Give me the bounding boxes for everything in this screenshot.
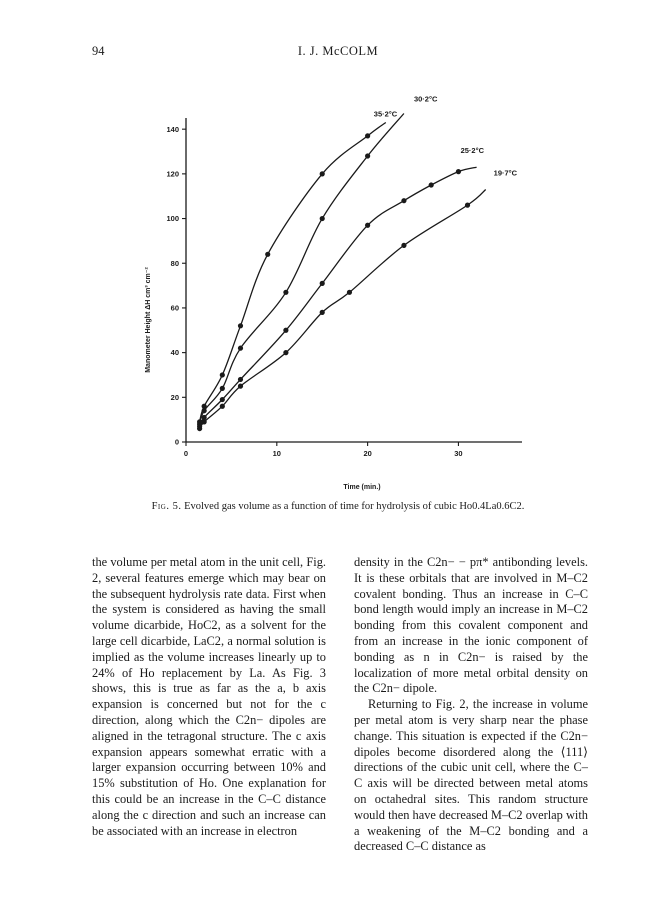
y-tick-label: 120	[166, 169, 179, 179]
data-point	[347, 290, 352, 295]
data-point	[220, 386, 225, 391]
x-axis-title: Time (min.)	[343, 484, 381, 491]
data-point	[401, 243, 406, 248]
figure-caption	[92, 501, 584, 512]
data-point	[197, 426, 202, 431]
x-tick-label: 20	[363, 449, 372, 458]
data-point	[265, 252, 270, 257]
caption-text: Evolved gas volume as a function of time for hydrolysis of cubic Ho0.4La0.6C2.	[184, 501, 525, 512]
y-tick-label: 80	[170, 258, 179, 268]
paragraph: Returning to Fig. 2, the increase in volume per metal atom is very sharp near the phase change. This situation is expected if the C2n− dipoles become disordered along the ⟨111⟩ directions of the cubic unit cell, where the C–C axis will be directed between metal atoms on octahedral sites. This random structure would then have decreased M–C2 overlap with a weakening of the M–C2 bonding and a decreased C–C distance as	[354, 697, 588, 854]
y-tick-label: 0	[174, 437, 179, 447]
data-point	[320, 310, 325, 315]
y-tick-label: 40	[170, 348, 179, 358]
data-point	[283, 290, 288, 295]
data-point	[465, 203, 470, 208]
page-number: 94	[92, 44, 105, 58]
y-tick-label: 100	[166, 214, 179, 224]
data-point	[365, 223, 370, 228]
data-point	[220, 397, 225, 402]
caption-label: Fig. 5.	[151, 501, 182, 512]
data-point	[365, 133, 370, 138]
series-label: 30·2°C	[413, 94, 438, 104]
data-point	[202, 408, 207, 413]
y-axis-title: Manometer Height ΔH cm³ cm⁻²	[145, 267, 152, 373]
data-point	[320, 216, 325, 221]
data-point	[401, 198, 406, 203]
x-tick-label: 30	[454, 449, 463, 458]
data-point	[320, 171, 325, 176]
data-point	[238, 384, 243, 389]
data-point	[238, 323, 243, 328]
gas-volume-chart	[120, 94, 540, 510]
data-point	[220, 372, 225, 377]
data-point	[202, 415, 207, 420]
body-column-left	[92, 555, 326, 839]
y-tick-label: 20	[170, 392, 179, 402]
running-author: I. J. McCOLM	[297, 44, 379, 58]
data-point	[202, 419, 207, 424]
series-label: 35·2°C	[373, 109, 398, 119]
paragraph: the volume per metal atom in the unit cell, Fig. 2, several features emerge which may bear on the subsequent hydrolysis rate data. First when the system is considered as having the small volume dicarbide, HoC2, as a solvent for the large cell dicarbide, LaC2, a normal solution is implied as the volume increases linearly up to 24% of Ho replacement by La. As Fig. 3 shows, this is true as far as the a, b axis expansion is concerned but not for the c direction, along which the C2n− dipoles are aligned in the tetragonal structure. The c axis expansion appears somewhat erratic with a larger expansion occurring between 10% and 15% substitution of Ho. One explanation for this could be an increase in the C–C distance along the c direction and such an increase can be associated with an increase in electron	[92, 555, 326, 838]
data-point	[283, 328, 288, 333]
series-line	[200, 190, 486, 429]
y-tick-label: 60	[170, 303, 179, 313]
data-point	[283, 350, 288, 355]
paragraph: density in the C2n− − pπ* antibonding levels. It is these orbitals that are involved in M–C2 covalent bonding. Thus an increase in C–C bond length would imply an increase in M–C2 bonding from this covalent component and from an increase in the ionic component of bonding as n in C2n− is raised by the localization of more metal orbital density on the C2n− dipole.	[354, 555, 588, 696]
data-point	[456, 169, 461, 174]
figure-5	[120, 94, 540, 510]
data-point	[220, 404, 225, 409]
body-column-right	[354, 555, 588, 855]
data-point	[238, 346, 243, 351]
running-head	[92, 44, 584, 60]
y-tick-label: 140	[166, 124, 179, 134]
data-point	[365, 153, 370, 158]
data-point	[238, 377, 243, 382]
series-label: 19·7°C	[493, 168, 518, 178]
x-tick-label: 10	[272, 449, 281, 458]
data-point	[429, 182, 434, 187]
x-tick-label: 0	[183, 449, 189, 458]
series-label: 25·2°C	[460, 146, 485, 156]
series-line	[200, 114, 404, 425]
data-point	[320, 281, 325, 286]
